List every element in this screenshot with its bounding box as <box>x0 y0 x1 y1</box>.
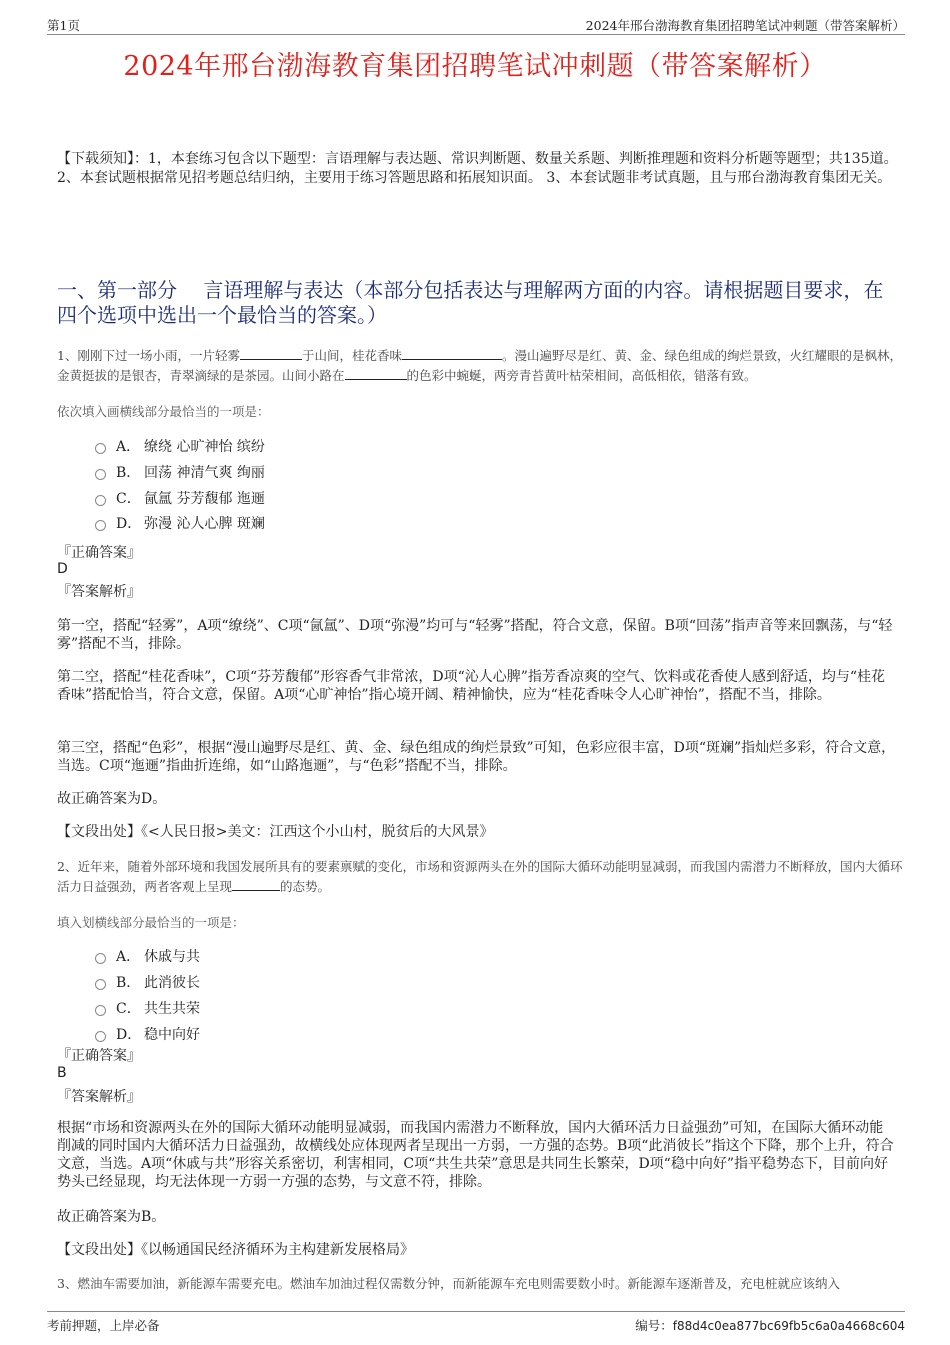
q1-answer-label: 『正确答案』 <box>57 545 141 561</box>
radio-icon[interactable] <box>95 469 106 480</box>
q2-prompt: 填入划横线部分最恰当的一项是： <box>57 915 245 930</box>
footer-code-label: 编号： <box>635 1318 673 1333</box>
option-text: 共生共荣 <box>144 1001 200 1017</box>
q2-source: 【文段出处】《以畅通国民经济循环为主构建新发展格局》 <box>57 1242 414 1258</box>
section-heading: 一、第一部分 言语理解与表达（本部分包括表达与理解两方面的内容。请根据题目要求，在四个选项中选出一个最恰当的答案。） <box>57 278 884 327</box>
q2-option-a[interactable] <box>95 946 200 966</box>
q1-prompt: 依次填入画横线部分最恰当的一项是： <box>57 404 270 419</box>
q1-source: 【文段出处】《<人民日报>美文：江西这个小山村，脱贫后的大风景》 <box>57 824 494 840</box>
download-notice: 【下载须知】：1，本套练习包含以下题型：言语理解与表达题、常识判断题、数量关系题、判断推理题和资料分析题等题型；共135道。 2、本套试题根据常见招考题总结归纳，主要用于练习答题思路和拓展知识面。 3、本套试题非考试真题，且与邢台渤海教育集团无关。 <box>57 151 898 186</box>
q1-text-part3: 。漫山遍野尽是红、黄、金、绿色组成的绚烂景致，火红耀眼的是枫林，金黄挺拔的是银杏，青翠滴绿的是茶园。山间小路在 <box>57 348 902 383</box>
q2-text-part2: 的态势。 <box>280 879 331 894</box>
option-letter: B． <box>116 465 141 481</box>
radio-icon[interactable] <box>95 953 106 964</box>
radio-icon[interactable] <box>95 1005 106 1016</box>
option-text: 回荡 神清气爽 绚丽 <box>144 465 265 481</box>
q2-analysis-label: 『答案解析』 <box>57 1089 141 1105</box>
q2-text-part1: 2、近年来，随着外部环境和我国发展所具有的要素禀赋的变化，市场和资源两头在外的国际大循环动能明显减弱，而我国内需潜力不断释放，国内大循环活力日益强劲，两者客观上呈现 <box>57 859 903 894</box>
q1-option-d[interactable] <box>95 513 265 533</box>
option-letter: B． <box>116 975 141 991</box>
q2-answer-label: 『正确答案』 <box>57 1048 141 1064</box>
radio-icon[interactable] <box>95 1031 106 1042</box>
option-text: 弥漫 沁人心脾 斑斓 <box>144 516 265 532</box>
q1-option-a[interactable] <box>95 436 265 456</box>
footer-code: f88d4c0ea877bc69fb5c6a0a4668c604 <box>672 1319 905 1333</box>
page-header <box>47 14 905 35</box>
radio-icon[interactable] <box>95 443 106 454</box>
option-text: 缭绕 心旷神怡 缤纷 <box>144 439 265 455</box>
q1-analysis-2: 第二空，搭配“桂花香味”，C项“芬芳馥郁”形容香气非常浓，D项“沁人心脾”指芳香凉爽的空气、饮料或花香使人感到舒适，均与“桂花香味”搭配恰当，符合文意，保留。A项“心旷神怡”指心境开阔、精神愉快，应为“桂花香味令人心旷神怡”，搭配不当，排除。 <box>57 669 886 703</box>
page-number: 第1页 <box>47 18 80 33</box>
q2-option-b[interactable] <box>95 972 200 992</box>
footer-slogan: 考前押题，上岸必备 <box>47 1318 160 1333</box>
q1-analysis-1: 第一空，搭配“轻雾”，A项“缭绕”、C项“氤氲”、D项“弥漫”均可与“轻雾”搭配，符合文意，保留。B项“回荡”指声音等来回飘荡，与“轻雾”搭配不当，排除。 <box>57 618 893 652</box>
question-2-stem <box>57 857 903 897</box>
q2-option-d[interactable] <box>95 1024 200 1044</box>
question-3-stem: 3、燃油车需要加油，新能源车需要充电。燃油车加油过程仅需数分钟，而新能源车充电则需要数小时。新能源车逐渐普及，充电桩就应该纳入 <box>57 1276 840 1291</box>
footer-code-area <box>635 1316 905 1334</box>
radio-icon[interactable] <box>95 520 106 531</box>
option-letter: A． <box>116 439 141 455</box>
q1-option-b[interactable] <box>95 462 265 482</box>
q1-text-part2: 于山间，桂花香味 <box>301 348 402 363</box>
header-doc-title: 2024年邢台渤海教育集团招聘笔试冲刺题（带答案解析） <box>585 18 905 33</box>
page-footer <box>47 1311 905 1334</box>
q1-analysis-4: 故正确答案为D。 <box>57 791 167 807</box>
q2-option-c[interactable] <box>95 998 200 1018</box>
q1-text-part4: 的色彩中蜿蜒，两旁青苔黄叶枯荣相间，高低相依，错落有致。 <box>406 368 757 383</box>
option-text: 氤氲 芬芳馥郁 迤逦 <box>144 491 265 507</box>
q1-blank-1 <box>240 347 302 360</box>
q1-text-part1: 1、刚刚下过一场小雨，一片轻雾 <box>57 348 240 363</box>
radio-icon[interactable] <box>95 979 106 990</box>
option-letter: D． <box>116 1027 142 1043</box>
option-text: 休戚与共 <box>144 949 200 965</box>
option-text: 稳中向好 <box>144 1027 200 1043</box>
q1-blank-3 <box>345 367 407 380</box>
q2-answer: B <box>57 1065 67 1081</box>
q2-analysis-1: 根据“市场和资源两头在外的国际大循环动能明显减弱，而我国内需潜力不断释放，国内大循环活力日益强劲”可知，在国际大循环动能削减的同时国内大循环活力日益强劲，故横线处应体现两者呈现出一方弱，一方强的态势。B项“此消彼长”指这个下降，那个上升，符合文意，当选。A项“休戚与共”形容关系密切，利害相同，C项“共生共荣”意思是共同生长繁荣，D项“稳中向好”指平稳势态下，目前向好势头已经显现，均无法体现一方弱一方强的态势，与文意不符，排除。 <box>57 1120 894 1190</box>
q1-blank-2 <box>402 347 502 360</box>
q1-answer: D <box>57 561 68 577</box>
document-title: 2024年邢台渤海教育集团招聘笔试冲刺题（带答案解析） <box>123 51 827 82</box>
q2-analysis-2: 故正确答案为B。 <box>57 1209 166 1225</box>
option-letter: D． <box>116 516 142 532</box>
question-1-stem <box>57 346 903 386</box>
q1-option-c[interactable] <box>95 488 265 508</box>
q2-blank <box>232 878 280 891</box>
radio-icon[interactable] <box>95 495 106 506</box>
q1-analysis-3: 第三空，搭配“色彩”，根据“漫山遍野尽是红、黄、金、绿色组成的绚烂景致”可知，色彩应很丰富，D项“斑斓”指灿烂多彩，符合文意，当选。C项“迤逦”指曲折连绵，如“山路迤逦”，与“色彩”搭配不当，排除。 <box>57 740 896 774</box>
option-letter: C． <box>116 1001 141 1017</box>
option-letter: A． <box>116 949 141 965</box>
option-letter: C． <box>116 491 141 507</box>
option-text: 此消彼长 <box>144 975 200 991</box>
q1-analysis-label: 『答案解析』 <box>57 584 141 600</box>
